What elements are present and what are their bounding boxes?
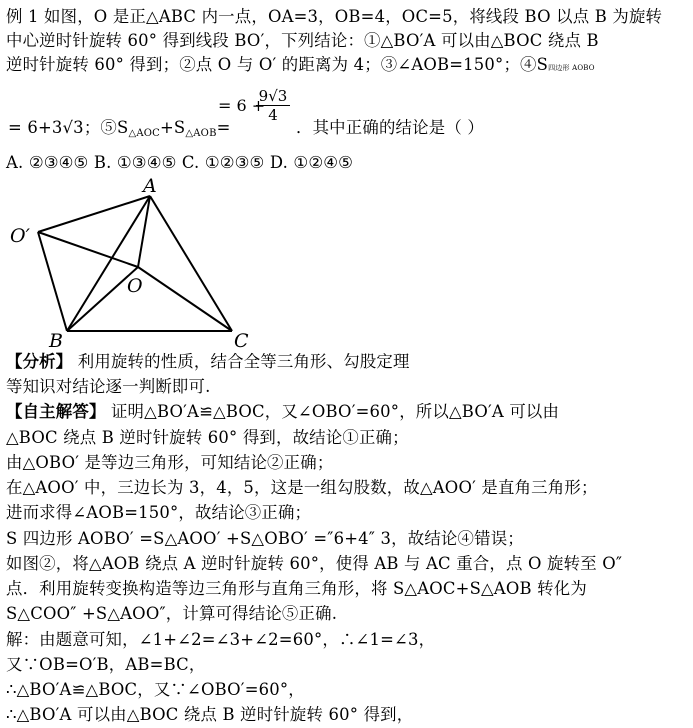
segment-AB [67,196,150,331]
fraction-numerator: 9√3 [258,87,288,105]
label-A: A [143,175,157,197]
analysis-line [6,352,410,372]
answer-line-1 [6,402,559,422]
analysis-tag: 【分析】 [6,352,73,371]
problem-line-3-text: 逆时针旋转 60° 得到；②点 O 与 O′ 的距离为 4；③∠AOB=150°；④S [6,55,549,74]
expr-plus: +S [160,118,186,137]
answer-line-6: S 四边形 AOBO′ =S△AOO′ +S△OBO′ =″6+4″ 3，故结论④错误； [6,529,524,548]
segment-OpA [38,196,150,232]
expr-area-value: = 6+3√3 [8,118,84,137]
answer-line-8: 点．利用旋转变换构造等边三角形与直角三角形，将 S△AOC+S△AOB 转化为 [6,579,587,598]
problem-line-1: 例 1 如图，O 是正△ABC 内一点，OA=3，OB=4，OC=5，将线段 BO 以点 B 为旋转 [6,7,663,26]
problem-line-2: 中心逆时针旋转 60° 得到线段 BO′，下列结论：①△BO′A 可以由△BOC 绕点 B [6,31,599,50]
sub-aoc: △AOC [128,128,160,139]
analysis-line-2: 等知识对结论逐一判断即可. [6,377,211,396]
answer-tag: 【自主解答】 [6,402,106,421]
answer-line-2: △BOC 绕点 B 逆时针旋转 60° 得到，故结论①正确； [6,428,409,447]
answer-line-11: 又∵OB=O′B，AB=BC， [6,655,206,674]
answer-line-10: 解：由题意可知，∠1+∠2=∠3+∠2=60°，∴∠1=∠3， [6,630,436,649]
answer-options: A. ②③④⑤ B. ①③④⑤ C. ①②③⑤ D. ①②④⑤ [6,153,354,172]
answer-line-9: S△COO″ +S△AOO″，计算可得结论⑤正确. [6,604,338,623]
expr-part-b: ；⑤S [83,118,129,137]
answer-line-12: ∴△BO′A≌△BOC，又∵∠OBO′=60°， [6,680,305,699]
label-O-prime: O′ [10,225,30,247]
answer-line-4: 在△AOO′ 中，三边长为 3，4，5，这是一组勾股数，故△AOO′ 是直角三角形； [6,478,598,497]
segment-AC [150,196,232,331]
segment-OC [138,267,232,331]
label-O: O [127,275,143,297]
fraction-lead: = 6 + [218,96,266,115]
answer-text-1: 证明△BO′A≌△BOC，又∠OBO′=60°，所以△BO′A 可以由 [105,402,560,421]
label-B: B [49,330,63,352]
answer-line-7: 如图②，将△AOB 绕点 A 逆时针旋转 60°，使得 AB 与 AC 重合，点 O 旋转至 O″ [6,554,623,573]
answer-line-13: ∴△BO′A 可以由△BOC 绕点 B 逆时针旋转 60° 得到， [6,705,414,724]
sub-aob: △AOB [185,128,217,139]
segment-OOp [38,232,138,267]
quad-subscript: 四边形 AOBO [548,64,595,72]
answer-line-3: 由△OBO′ 是等边三角形，可知结论②正确； [6,453,334,472]
answer-line-5: 进而求得∠AOB=150°，故结论③正确； [6,503,312,522]
segment-BOp [38,232,67,331]
analysis-text: 利用旋转的性质，结合全等三角形、勾股定理 [72,352,410,371]
fraction-denominator: 4 [256,105,290,124]
problem-question: ．其中正确的结论是（ ） [296,118,484,137]
expr-eq: = [216,118,231,137]
label-C: C [234,330,249,352]
